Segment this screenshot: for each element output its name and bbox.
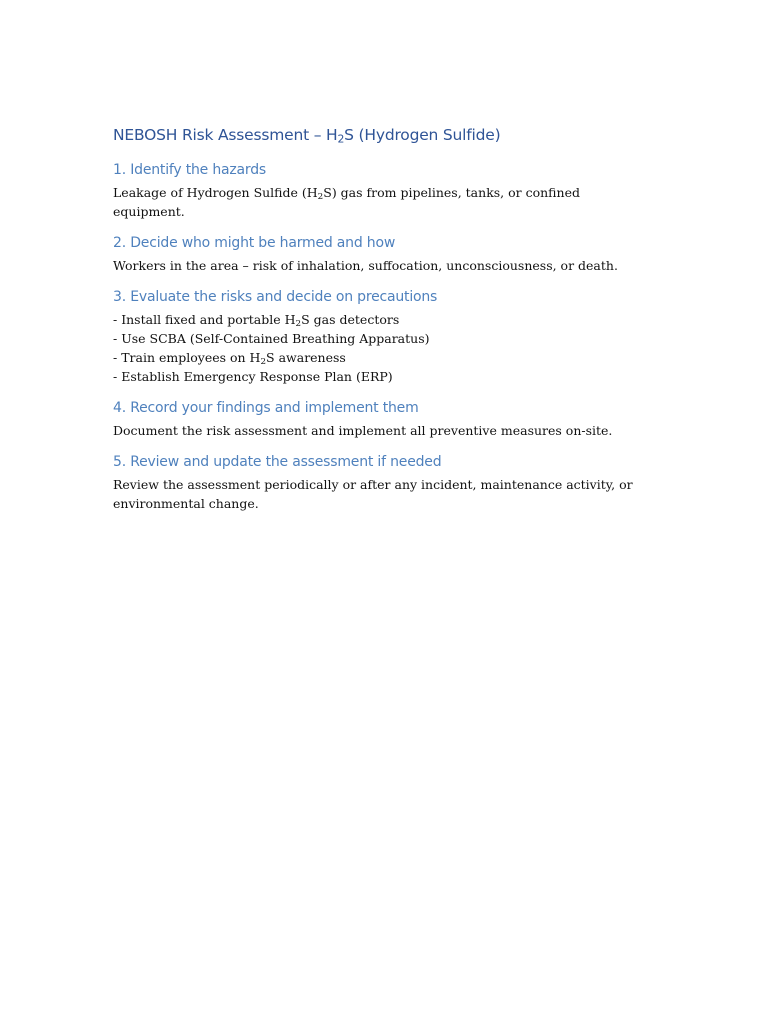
section-heading: 5. Review and update the assessment if needed — [113, 454, 442, 470]
section-body: Document the risk assessment and implement all preventive measures on-site. — [113, 423, 613, 438]
section-heading: 1. Identify the hazards — [113, 162, 267, 178]
section-heading: 4. Record your findings and implement them — [113, 400, 419, 416]
item-text-start: - Train employees on H — [113, 350, 261, 365]
body-line: Review the assessment periodically or after any incident, maintenance activity, or — [113, 477, 633, 492]
body-text-start: Leakage of Hydrogen Sulfide (H — [113, 185, 318, 200]
section-identify-hazards — [113, 160, 653, 221]
item-subscript: 2 — [260, 357, 267, 368]
item-text-end: S awareness — [266, 350, 346, 365]
title-text-end: S (Hydrogen Sulfide) — [344, 126, 501, 144]
section-record-findings — [113, 398, 653, 440]
section-body: Workers in the area – risk of inhalation, suffocation, unconsciousness, or death. — [113, 258, 618, 273]
section-review-update — [113, 452, 653, 513]
section-body — [113, 475, 653, 513]
document-title — [113, 124, 653, 146]
section-body — [113, 183, 653, 221]
section-heading: 2. Decide who might be harmed and how — [113, 235, 396, 251]
item-subscript: 2 — [295, 319, 302, 330]
list-item: - Use SCBA (Self-Contained Breathing Apparatus) — [113, 331, 430, 346]
precautions-list — [113, 310, 653, 386]
title-text-start: NEBOSH Risk Assessment – H — [113, 126, 338, 144]
item-text-start: - Install fixed and portable H — [113, 312, 296, 327]
section-heading: 3. Evaluate the risks and decide on precautions — [113, 289, 438, 305]
body-text-end: S) gas from pipelines, tanks, or confined equipment. — [113, 185, 580, 219]
section-evaluate-risks — [113, 287, 653, 386]
list-item — [113, 348, 653, 367]
list-item: - Establish Emergency Response Plan (ERP) — [113, 369, 393, 384]
title-subscript: 2 — [337, 132, 345, 146]
document-content — [113, 124, 653, 525]
section-who-harmed — [113, 233, 653, 275]
body-line: environmental change. — [113, 496, 259, 511]
body-subscript: 2 — [317, 192, 324, 203]
list-item — [113, 310, 653, 329]
item-text-end: S gas detectors — [301, 312, 400, 327]
